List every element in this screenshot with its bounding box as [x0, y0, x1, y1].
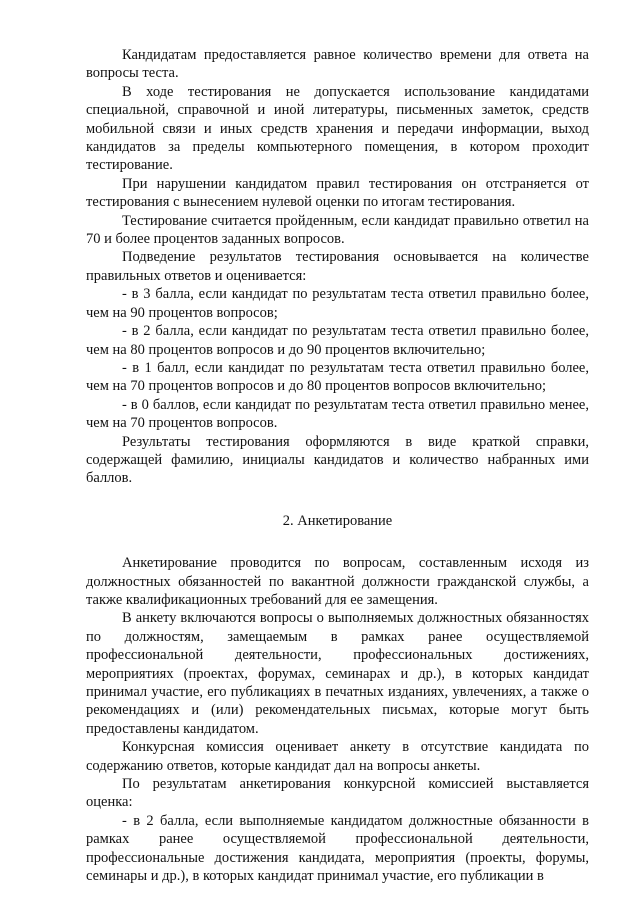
- paragraph: При нарушении кандидатом правил тестирования он отстраняется от тестирования с вынесением нулевой оценки по итогам тестирования.: [86, 175, 589, 211]
- list-item: - в 1 балл, если кандидат по результатам теста ответил правильно более, чем на 70 процентов вопросов и до 80 процентов вопросов включительно;: [86, 359, 589, 395]
- list-item: - в 2 балла, если выполняемые кандидатом должностные обязанности в рамках ранее осуществляемой профессиональной деятельности, профессиональные достижения кандидата, мероприятия (проекты, форумы, семинары и др.), в которых кандидат принимал участие, его публикации в: [86, 812, 589, 885]
- paragraph: В ходе тестирования не допускается использование кандидатами специальной, справочной и иной литературы, письменных заметок, средств мобильной связи и иных средств хранения и передачи информации, выход кандидатов за пределы компьютерного помещения, в котором проходит тестирование.: [86, 83, 589, 174]
- list-item: - в 2 балла, если кандидат по результатам теста ответил правильно более, чем на 80 процентов вопросов и до 90 процентов включительно;: [86, 323, 589, 358]
- paragraph: Кандидатам предоставляется равное количество времени для ответа на вопросы теста.: [86, 47, 589, 82]
- paragraph: Тестирование считается пройденным, если кандидат правильно ответил на 70 и более процентов заданных вопросов.: [86, 212, 589, 248]
- section-heading: 2. Анкетирование: [282, 512, 393, 529]
- list-item: - в 0 баллов, если кандидат по результатам теста ответил правильно менее, чем на 70 процентов вопросов.: [86, 396, 589, 432]
- document-body: [86, 46, 589, 885]
- paragraph: Результаты тестирования оформляются в виде краткой справки, содержащей фамилию, инициалы кандидатов и количество набранных ими баллов.: [86, 433, 589, 487]
- paragraph: В анкету включаются вопросы о выполняемых должностных обязанностях по должностям, замещаемым в рамках ранее осуществляемой профессиональной деятельности, профессиональных достижениях, мероприятиях (проектах, форумах, семинарах и др.), в которых кандидат принимал участие, его публикациях в печатных изданиях, увлечениях, а также о рекомендациях и (или) рекомендательных письмах, которые могут быть предоставлены кандидатом.: [86, 610, 589, 737]
- paragraph: Анкетирование проводится по вопросам, составленным исходя из должностных обязанностей по вакантной должности гражданской службы, а также квалификационных требований для ее замещения.: [86, 555, 589, 608]
- paragraph: Конкурсная комиссия оценивает анкету в отсутствие кандидата по содержанию ответов, которые кандидат дал на вопросы анкеты.: [86, 739, 589, 774]
- list-item: - в 3 балла, если кандидат по результатам теста ответил правильно более, чем на 90 процентов вопросов;: [86, 286, 589, 321]
- paragraph: По результатам анкетирования конкурсной комиссией выставляется оценка:: [86, 776, 589, 811]
- paragraph: Подведение результатов тестирования основывается на количестве правильных ответов и оценивается:: [86, 249, 589, 284]
